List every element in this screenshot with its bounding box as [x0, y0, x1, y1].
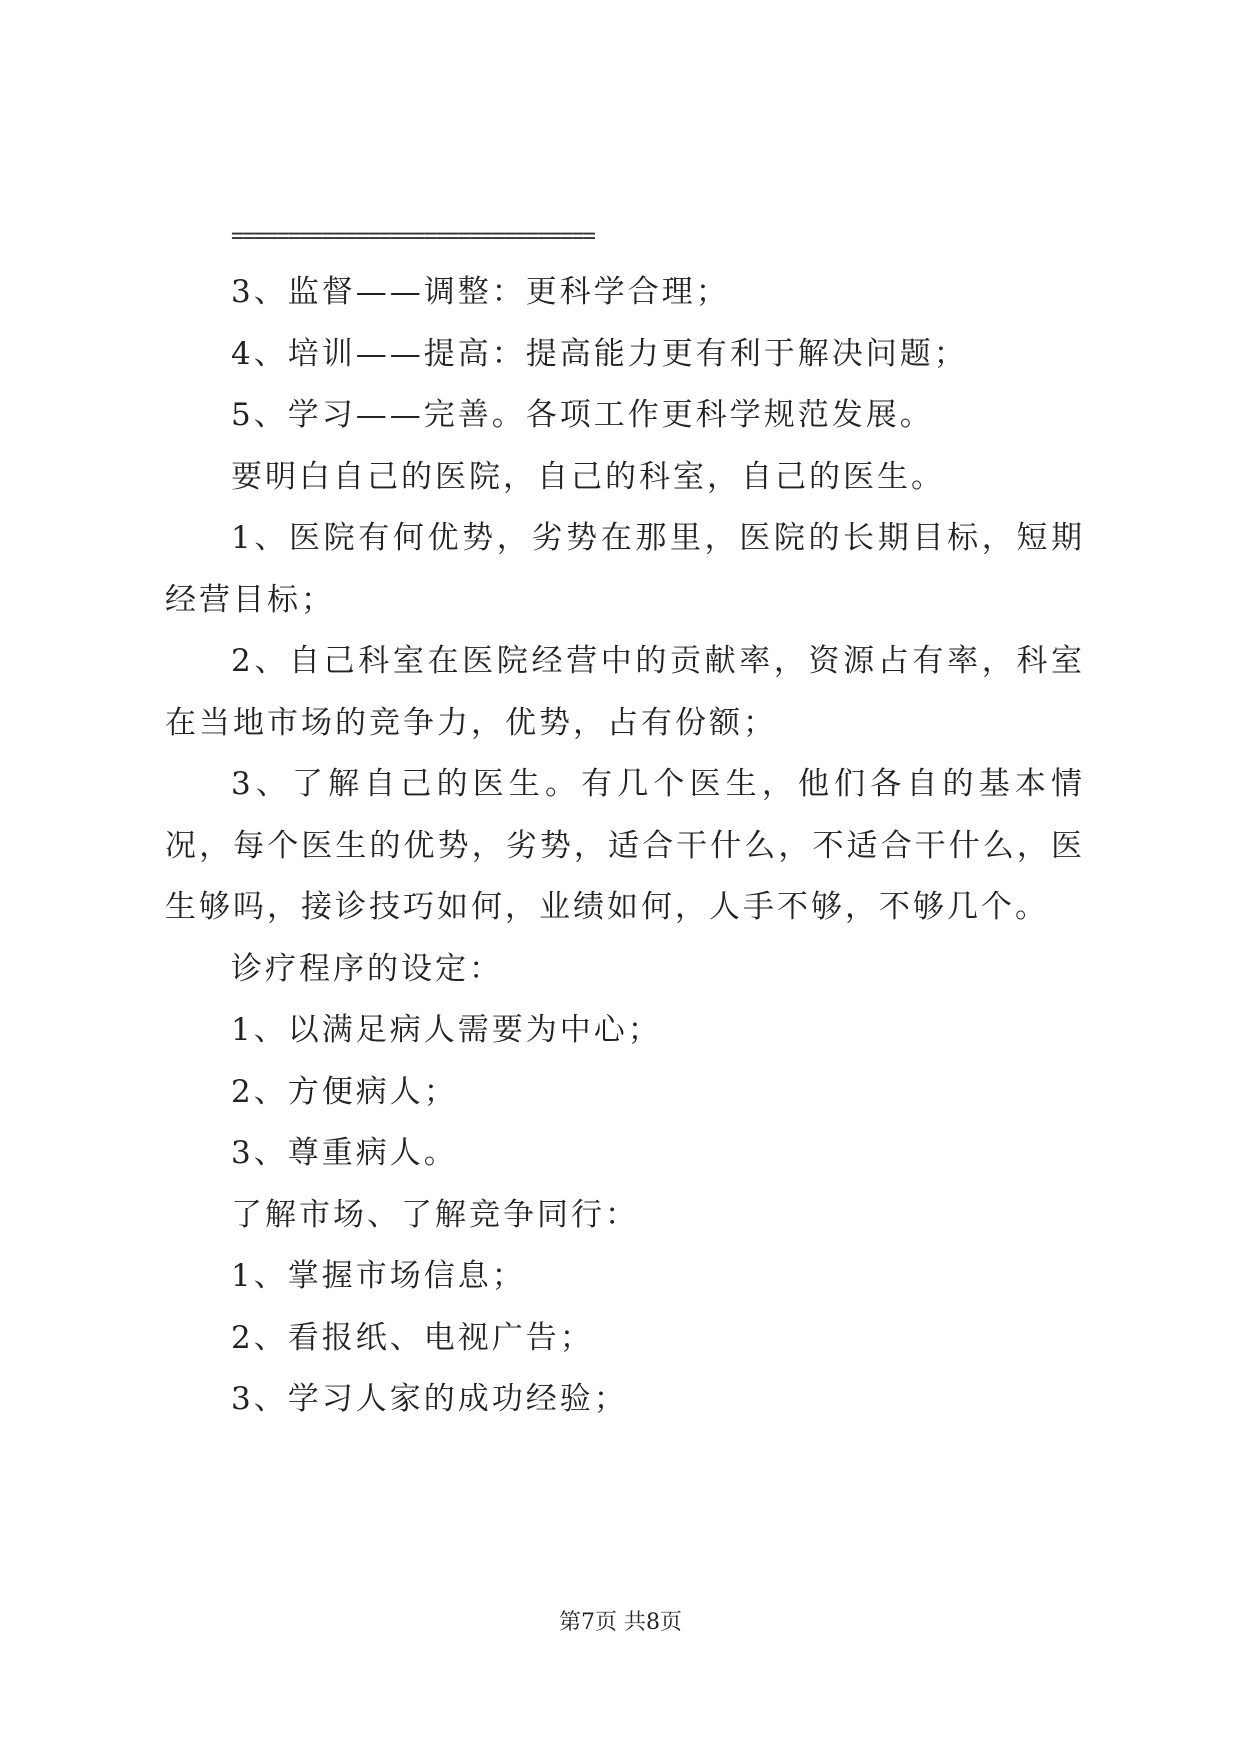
paragraph: 1、医院有何优势，劣势在那里，医院的长期目标，短期经营目标； [165, 520, 1085, 618]
paragraph: 4、培训——提高：提高能力更有利于解决问题； [231, 335, 968, 372]
paragraph: 2、自己科室在医院经营中的贡献率，资源占有率，科室在当地市场的竞争力，优势，占有份额； [165, 643, 1085, 741]
paragraph: 诊疗程序的设定： [231, 950, 503, 987]
paragraph: 2、方便病人； [231, 1073, 458, 1110]
paragraph: 3、了解自己的医生。有几个医生，他们各自的基本情况，每个医生的优势，劣势，适合干什么，不适合干什么，医生够吗，接诊技巧如何，业绩如何，人手不够，不够几个。 [165, 766, 1085, 925]
paragraph: 2、看报纸、电视广告； [231, 1319, 594, 1356]
paragraph: 了解市场、了解竞争同行： [231, 1196, 639, 1233]
paragraph: 1、掌握市场信息； [231, 1258, 526, 1294]
paragraph: 1、以满足病人需要为中心； [231, 1012, 662, 1048]
paragraph: 3、学习人家的成功经验； [231, 1381, 628, 1417]
page-number-footer: 第7页 共8页 [559, 1610, 682, 1635]
paragraph: 5、学习——完善。各项工作更科学规范发展。 [231, 397, 934, 433]
document-body [165, 222, 1085, 1431]
separator-line: ================================ [231, 224, 595, 249]
paragraph: 要明白自己的医院，自己的科室，自己的医生。 [231, 458, 945, 495]
paragraph: 3、监督——调整：更科学合理； [231, 274, 730, 310]
paragraph: 3、尊重病人。 [231, 1135, 458, 1171]
